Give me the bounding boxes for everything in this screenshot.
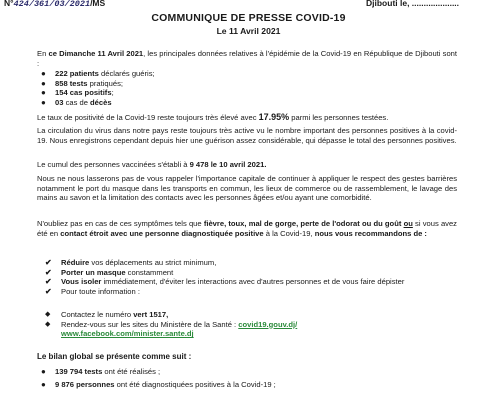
figure-value: 154 cas positifs	[55, 88, 112, 98]
circulation-paragraph: La circulation du virus dans notre pays reste toujours très active vu le nombre important des personnes positives à la covid-19. Nous enregistrons cependant depuis hier une guérison assez considérable, qui dépasse le total des personnes positives.	[37, 126, 457, 145]
vaccination-paragraph	[37, 160, 457, 170]
intro-date: ce Dimanche 11 Avril 2021	[48, 49, 144, 58]
checkmark-icon: ✔	[45, 267, 52, 277]
diamond-icon: ◆	[45, 311, 51, 318]
list-item	[37, 79, 457, 89]
checkmark-icon: ✔	[45, 277, 52, 287]
covid19-site-link[interactable]: covid19.gouv.dj/	[238, 319, 298, 329]
symptoms-text: à la Covid-19,	[263, 228, 315, 238]
bullet-icon: ●	[41, 367, 46, 376]
positivity-text-end: parmi les personnes testées.	[289, 113, 389, 122]
contact-site-text: Rendez-vous sur les sites du Ministère de la Santé :	[61, 319, 239, 329]
list-item	[37, 98, 457, 108]
list-item	[43, 287, 457, 297]
positivity-paragraph	[37, 113, 457, 123]
recommendation-text: constamment	[125, 267, 174, 277]
reference-number	[4, 0, 105, 10]
bullet-icon: ●	[41, 379, 46, 389]
bilan-value: 9 876 personnes	[55, 379, 115, 389]
contacts-list	[43, 310, 457, 339]
symptoms-list: fièvre, toux, mal de gorge, perte de l'odorat ou du goût	[203, 219, 402, 228]
positivity-rate: 17.95%	[258, 112, 290, 122]
ref-suffix: /MS	[90, 0, 106, 8]
recommendation-bold: Réduire	[61, 258, 90, 267]
symptoms-contact: contact étroit avec une personne diagnostiquée positive	[60, 228, 264, 238]
recommendation-text: vos déplacements au strict minimum,	[89, 258, 217, 267]
figure-label-bold: décès	[90, 97, 112, 107]
document-date: Le 11 Avril 2021	[216, 26, 281, 36]
recommendation-text: immédiatement, d'éviter les interactions avec d'autres personnes et de vous faire dépister	[101, 277, 405, 287]
list-item	[43, 258, 457, 268]
recommendation-bold: Vous isoler	[61, 277, 102, 287]
figure-label: pratiqués;	[87, 78, 123, 88]
ref-prefix: N°	[4, 0, 14, 8]
bilan-label: ont été réalisés ;	[102, 367, 161, 376]
figure-value: 858 tests	[55, 78, 88, 88]
bilan-label: ont été diagnostiquées positives à la Covid-19 ;	[114, 379, 276, 389]
bilan-value: 139 794 tests	[55, 367, 103, 376]
symptoms-or: ou	[403, 219, 413, 228]
place-date: Djibouti le, ....................	[366, 0, 460, 8]
figure-label: cas de	[63, 97, 91, 107]
symptoms-text: si vous avez été en	[37, 219, 457, 238]
barrier-paragraph: Nous ne nous lasserons pas de vous rappeler l'importance capitale de continuer à appliquer le respect des gestes barrières notamment le port du masque dans les transports en commun, les lieux de commerce ou de rassemblement, le lavage des mains au savon et la limitation des contacts avec les personnes âgées et/ou ayant une comorbidité.	[37, 174, 457, 203]
list-item	[37, 367, 457, 377]
list-item	[43, 310, 457, 320]
recommendation-bold: Porter un masque	[61, 267, 126, 277]
recommendations-list	[43, 258, 457, 296]
bullet-icon: ●	[41, 78, 46, 88]
bullet-icon: ●	[41, 97, 46, 107]
facebook-site-link[interactable]: www.facebook.com/minister.sante.dj	[61, 329, 194, 339]
list-item	[37, 88, 457, 98]
figure-label: ;	[111, 88, 114, 98]
list-item	[37, 380, 457, 390]
bullet-icon: ●	[41, 69, 46, 78]
figure-label: déclarés guéris;	[98, 69, 155, 78]
list-item	[43, 320, 457, 330]
bilan-list	[37, 367, 457, 389]
vaccination-value: 9 478 le 10 avril 2021.	[189, 160, 267, 169]
figure-value: 222 patients	[55, 69, 99, 78]
symptoms-recommend: nous vous recommandons de :	[314, 228, 427, 238]
list-item	[43, 329, 457, 339]
symptoms-paragraph	[37, 219, 457, 238]
list-item	[43, 277, 457, 287]
figures-list	[37, 69, 457, 107]
diamond-icon: ◆	[45, 320, 51, 328]
list-item	[43, 268, 457, 278]
figure-value: 03	[55, 97, 64, 107]
recommendation-text: Pour toute information :	[61, 286, 140, 296]
intro-text-end: , les principales données relatives à l'épidémie de la Covid-19 en République de Djibouti sont :	[37, 49, 457, 68]
vaccination-text: Le cumul des personnes vaccinées s'établi à	[37, 160, 190, 169]
document-title: COMMUNIQUE DE PRESSE COVID-19	[151, 12, 346, 24]
contact-phone-number: vert 1517,	[133, 310, 169, 319]
intro-text-start: En	[37, 49, 49, 58]
bullet-icon: ●	[41, 88, 46, 98]
bilan-heading: Le bilan global se présente comme suit :	[37, 352, 192, 361]
contact-phone-text: Contactez le numéro	[61, 310, 134, 319]
symptoms-text: N'oubliez pas en cas de ces symptômes tels que	[37, 219, 204, 228]
checkmark-icon: ✔	[45, 286, 52, 296]
list-item	[37, 69, 457, 79]
checkmark-icon: ✔	[45, 258, 52, 267]
intro-paragraph	[37, 49, 457, 68]
positivity-text: Le taux de positivité de la Covid-19 reste toujours très élevé avec	[37, 113, 259, 122]
ref-number: 424/361/03/2021	[13, 0, 91, 9]
